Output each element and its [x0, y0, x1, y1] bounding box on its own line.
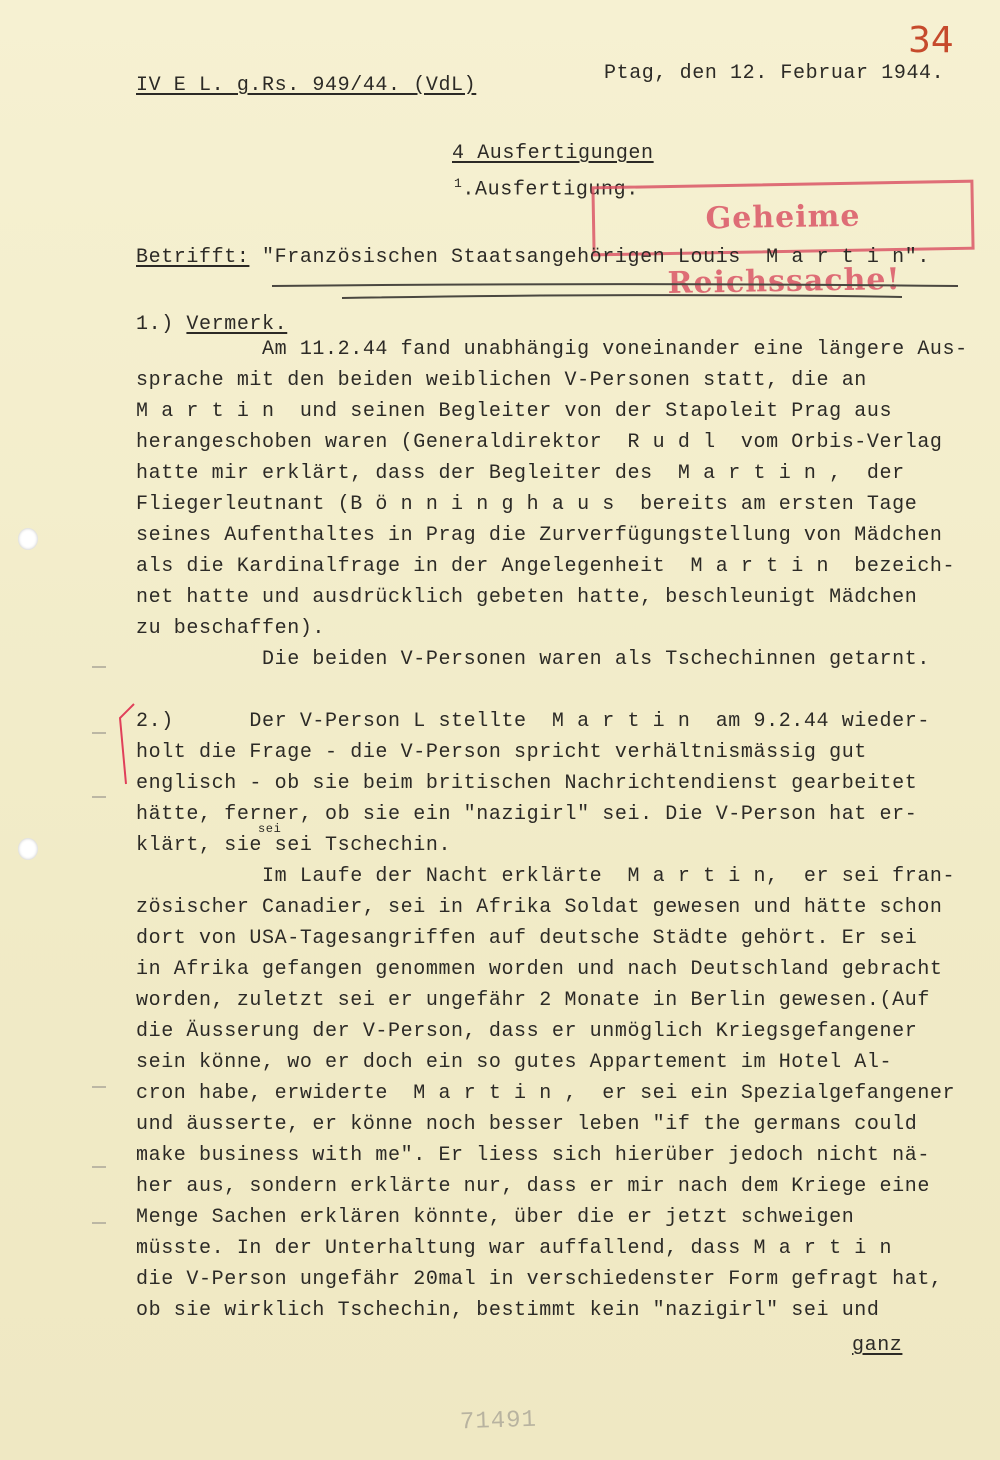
secret-stamp: Geheime Reichssache! — [591, 180, 974, 257]
margin-mark — [92, 666, 106, 668]
margin-mark — [92, 1086, 106, 1088]
margin-mark — [92, 1222, 106, 1224]
punch-hole — [18, 838, 38, 860]
section-1-title: Vermerk. — [186, 313, 288, 336]
subject-underline-strokes — [262, 280, 982, 308]
subject-line — [136, 246, 930, 270]
paragraph-3-line: dort von USA-Tagesangriffen auf deutsche Städte gehört. Er sei — [136, 927, 918, 950]
paragraph-3-line: die V-Person ungefähr 20mal in verschiedenster Form gefragt hat, — [136, 1268, 943, 1291]
section-2-line: klärt, sie sei Tschechin. — [136, 834, 452, 857]
paragraph-1-line: seines Aufenthaltes in Prag die Zurverfügungstellung von Mädchen — [136, 524, 943, 547]
punch-hole — [18, 528, 38, 550]
copies-total: 4 Ausfertigungen — [452, 142, 654, 165]
section-1-number: 1.) — [136, 313, 174, 336]
margin-mark — [92, 732, 106, 734]
paragraph-3-line: make business with me". Er liess sich hierüber jedoch nicht nä- — [136, 1144, 930, 1167]
paragraph-3-line: worden, zuletzt sei er ungefähr 2 Monate in Berlin gewesen.(Auf — [136, 989, 930, 1012]
copy-number-sup: 1 — [454, 176, 463, 191]
paragraph-1-line: zu beschaffen). — [136, 617, 326, 640]
paragraph-3-line: sein könne, wo er doch ein so gutes Appartement im Hotel Al- — [136, 1051, 893, 1074]
paragraph-3-line: her aus, sondern erklärte nur, dass er mir nach dem Kriege eine — [136, 1175, 930, 1198]
paragraph-3-line: Menge Sachen erklären könnte, über die er jetzt schweigen — [136, 1206, 855, 1229]
paragraph-1-line: Am 11.2.44 fand unabhängig voneinander eine längere Aus- — [136, 338, 968, 361]
subject-label: Betrifft: — [136, 246, 250, 269]
paragraph-3-line: zösischer Canadier, sei in Afrika Soldat gewesen und hätte schon — [136, 896, 943, 919]
margin-mark — [92, 1166, 106, 1168]
section-2-line: hätte, ferner, ob sie ein "nazigirl" sei. Die V-Person hat er- — [136, 803, 918, 826]
paragraph-1-line: hatte mir erklärt, dass der Begleiter des M a r t i n , der — [136, 462, 905, 485]
paragraph-1-line: als die Kardinalfrage in der Angelegenheit M a r t i n bezeich- — [136, 555, 956, 578]
subject-text: "Französischen Staatsangehörigen Louis M a r t i n". — [262, 246, 930, 269]
handwritten-correction: sei — [258, 822, 282, 836]
copy-number-text: .Ausfertigung. — [462, 178, 639, 202]
paragraph-3-line: ob sie wirklich Tschechin, bestimmt kein "nazigirl" sei und — [136, 1299, 880, 1322]
reference-number: IV E L. g.Rs. 949/44. (VdL) — [136, 74, 477, 97]
section-2-line: englisch - ob sie beim britischen Nachrichtendienst gearbeitet — [136, 772, 918, 795]
paragraph-3-line: cron habe, erwiderte M a r t i n , er sei ein Spezialgefangener — [136, 1082, 956, 1105]
continuation-word: ganz — [852, 1334, 903, 1357]
section-2-line: 2.) Der V-Person L stellte M a r t i n am 9.2.44 wieder- — [136, 710, 930, 733]
paragraph-3-line: Im Laufe der Nacht erklärte M a r t i n, er sei fran- — [136, 865, 956, 888]
page-number: 34 — [908, 20, 954, 61]
margin-mark — [92, 796, 106, 798]
paragraph-3-line: in Afrika gefangen genommen worden und nach Deutschland gebracht — [136, 958, 943, 981]
paragraph-1-line: sprache mit den beiden weiblichen V-Personen statt, die an — [136, 369, 867, 392]
paragraph-1-line: Fliegerleutnant (B ö n n i n g h a u s bereits am ersten Tage — [136, 493, 918, 516]
archive-number: 71491 — [459, 1406, 538, 1437]
paragraph-1-line: herangeschoben waren (Generaldirektor R u d l vom Orbis-Verlag — [136, 431, 943, 454]
paragraph-1b: Die beiden V-Personen waren als Tschechinnen getarnt. — [136, 648, 930, 671]
section-1 — [136, 313, 287, 337]
paragraph-3-line: und äusserte, er könne noch besser leben "if the germans could — [136, 1113, 918, 1136]
paragraph-1-line: net hatte und ausdrücklich gebeten hatte, beschleunigt Mädchen — [136, 586, 918, 609]
paragraph-3-line: die Äusserung der V-Person, dass er unmöglich Kriegsgefangener — [136, 1020, 918, 1043]
place-date: Ptag, den 12. Februar 1944. — [604, 62, 945, 85]
paragraph-1-line: M a r t i n und seinen Begleiter von der Stapoleit Prag aus — [136, 400, 893, 423]
paragraph-3-line: müsste. In der Unterhaltung war auffallend, dass M a r t i n — [136, 1237, 893, 1260]
section-2-line: holt die Frage - die V-Person spricht verhältnismässig gut — [136, 741, 867, 764]
